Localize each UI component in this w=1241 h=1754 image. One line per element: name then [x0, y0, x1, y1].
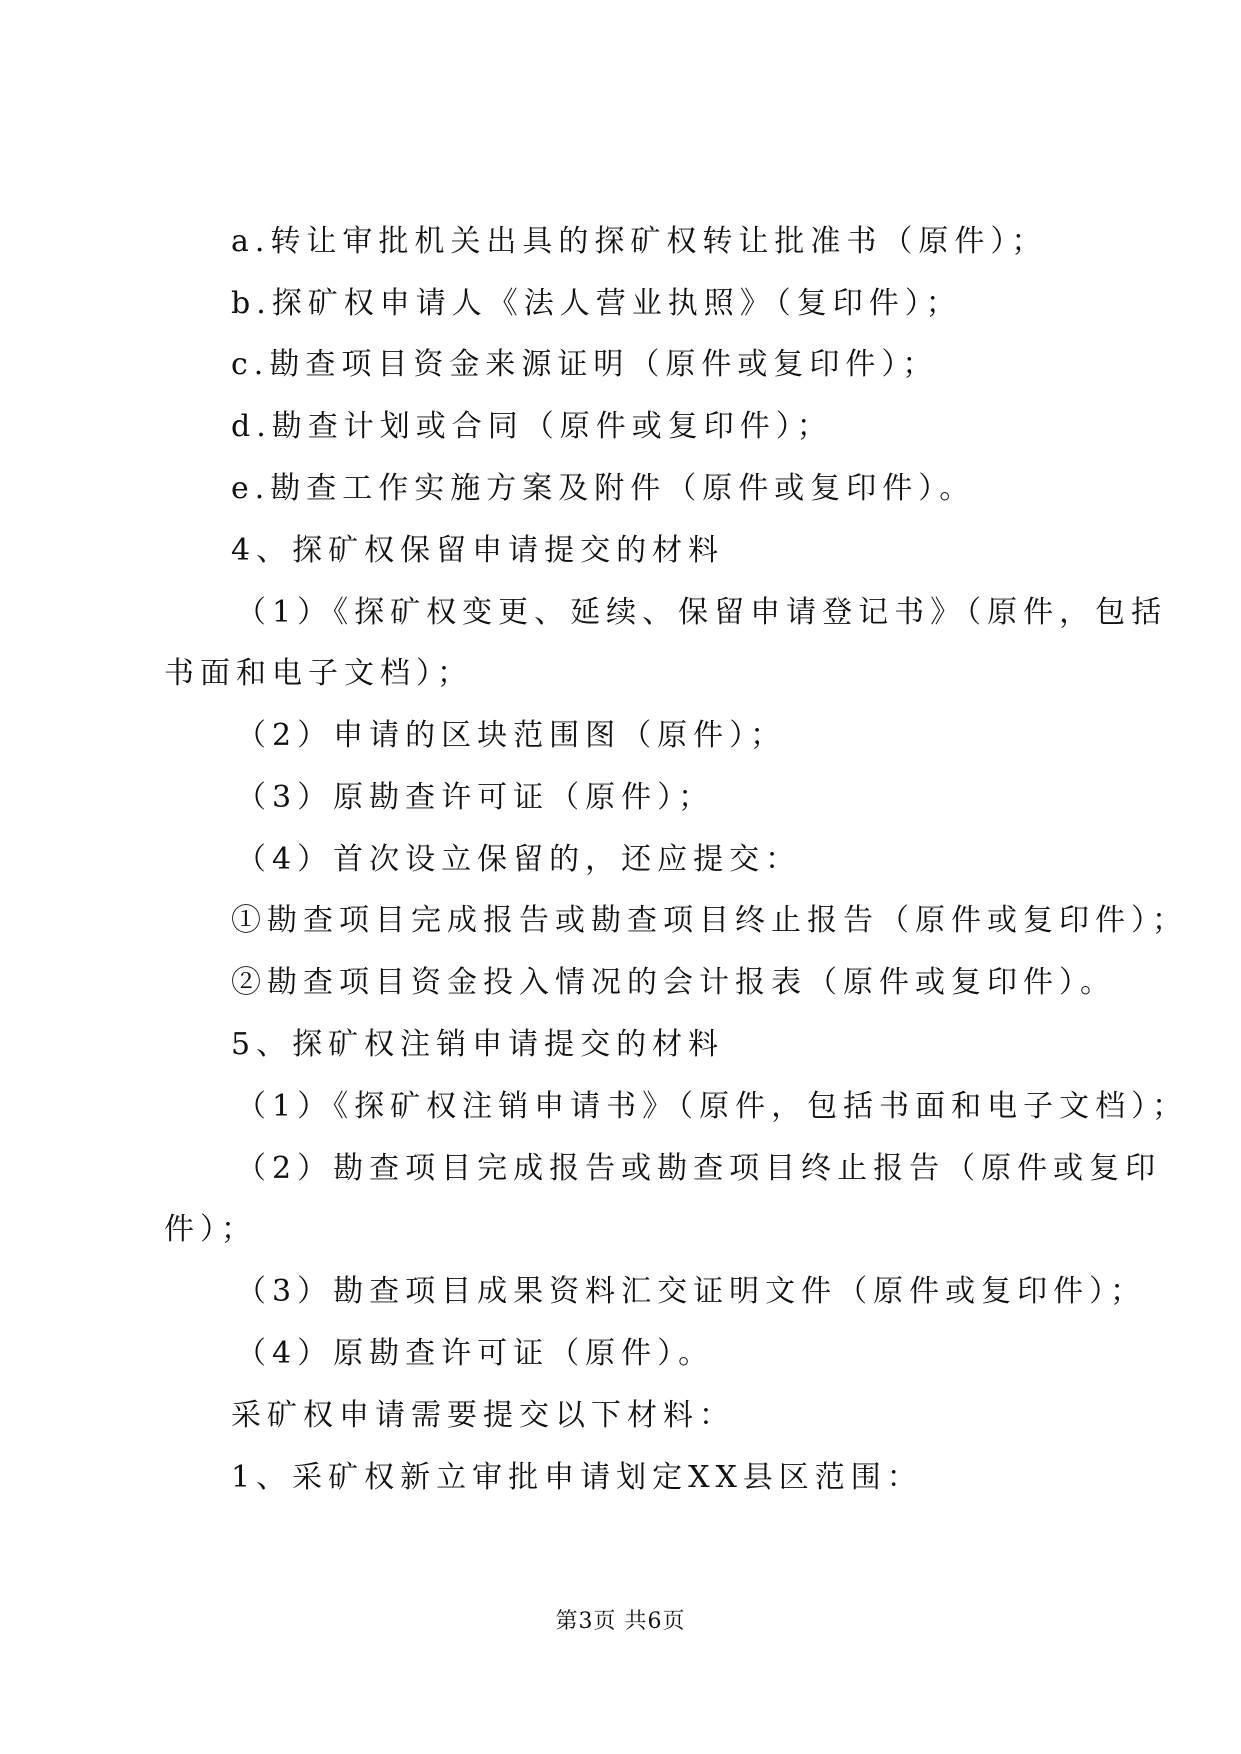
text-line-4-1-cont: 书面和电子文档）；: [164, 656, 473, 691]
text-line-d: d.勘查计划或合同（原件或复印件）；: [231, 409, 833, 444]
text-line-b: b.探矿权申请人《法人营业执照》（复印件）；: [231, 286, 962, 321]
text-line-5-2: （2）勘查项目完成报告或勘查项目终止报告（原件或复印: [236, 1151, 1162, 1186]
text-line-a: a.转让审批机关出具的探矿权转让批准书（原件）；: [231, 224, 1048, 259]
section-heading-4: 4、探矿权保留申请提交的材料: [231, 533, 725, 568]
text-line-4-1: （1）《探矿权变更、延续、保留申请登记书》（原件，包括: [236, 595, 1168, 630]
text-line-circled-1: ①勘查项目完成报告或勘查项目终止报告（原件或复印件）；: [231, 903, 1188, 938]
page-number-footer: 第3页 共6页: [555, 1609, 686, 1634]
section-heading-mining: 采矿权申请需要提交以下材料：: [231, 1398, 735, 1433]
text-line-5-1: （1）《探矿权注销申请书》（原件，包括书面和电子文档）；: [236, 1089, 1189, 1124]
text-line-mining-1: 1、采矿权新立审批申请划定XX县区范围：: [231, 1460, 923, 1495]
text-line-c: c.勘查项目资金来源证明（原件或复印件）；: [231, 347, 939, 382]
text-line-4-3: （3）原勘查许可证（原件）；: [236, 780, 715, 815]
text-line-5-3: （3）勘查项目成果资料汇交证明文件（原件或复印件）；: [236, 1274, 1147, 1309]
text-line-5-4: （4）原勘查许可证（原件）。: [236, 1336, 715, 1371]
text-line-e: e.勘查工作实施方案及附件（原件或复印件）。: [231, 471, 976, 506]
text-line-4-2: （2）申请的区块范围图（原件）；: [236, 718, 787, 753]
section-heading-5: 5、探矿权注销申请提交的材料: [231, 1027, 725, 1062]
text-line-circled-2: ②勘查项目资金投入情况的会计报表（原件或复印件）。: [231, 965, 1116, 1000]
text-line-4-4: （4）首次设立保留的，还应提交：: [236, 842, 802, 877]
text-line-5-2-cont: 件）；: [164, 1212, 257, 1247]
